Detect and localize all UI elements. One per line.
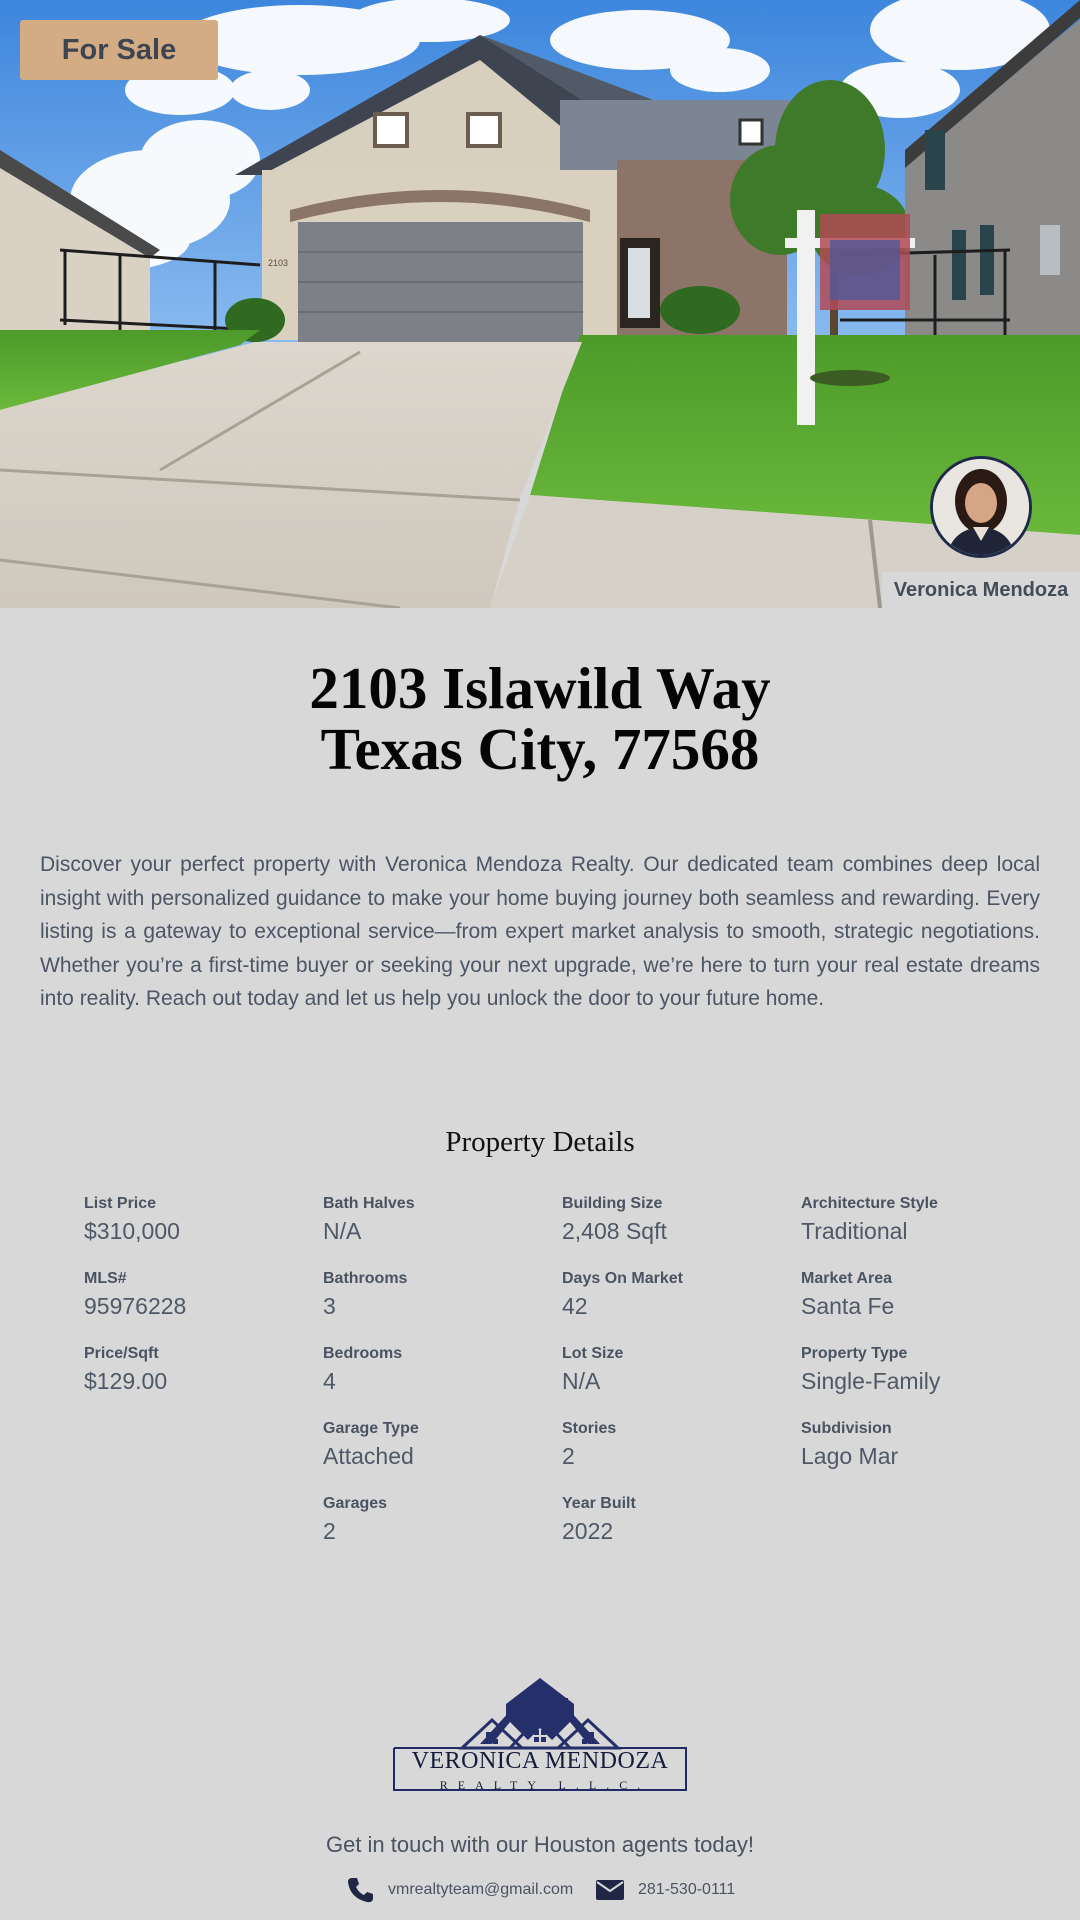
detail-value: N/A: [323, 1218, 362, 1244]
detail-label: Subdivision: [801, 1420, 892, 1437]
contact-phone-text[interactable]: 281-530-0111: [638, 1881, 736, 1898]
detail-label: Market Area: [801, 1270, 893, 1287]
detail-stories: [562, 1419, 801, 1494]
logo-company-name: VERONICA MENDOZA: [411, 1748, 669, 1774]
detail-lot-size: [562, 1344, 801, 1419]
detail-label: Stories: [562, 1420, 617, 1437]
hero-photo: [0, 0, 1080, 608]
detail-value: 95976228: [84, 1293, 187, 1319]
details-column-3: [562, 1194, 801, 1569]
detail-value: 2,408 Sqft: [562, 1218, 667, 1244]
detail-price-per-sqft: [84, 1344, 323, 1419]
detail-value: N/A: [562, 1368, 601, 1394]
house-number-plate: 2103: [268, 258, 289, 268]
address-line-1: 2103 Islawild Way: [309, 655, 771, 721]
detail-value: $310,000: [84, 1218, 180, 1244]
detail-label: Garage Type: [323, 1420, 419, 1437]
detail-label: Architecture Style: [801, 1195, 938, 1212]
logo-company-subtitle: REALTY L.L.C.: [439, 1778, 651, 1792]
detail-value: 3: [323, 1293, 336, 1319]
phone-icon: [346, 1876, 374, 1904]
detail-label: Bath Halves: [323, 1195, 415, 1212]
detail-label: Bedrooms: [323, 1345, 403, 1362]
detail-label: Year Built: [562, 1495, 636, 1512]
property-address: [0, 655, 1080, 782]
detail-label: Garages: [323, 1495, 388, 1512]
contact-email-text[interactable]: vmrealtyteam@gmail.com: [388, 1881, 574, 1898]
detail-label: Building Size: [562, 1195, 663, 1212]
detail-value: Lago Mar: [801, 1443, 899, 1469]
detail-garage-type: [323, 1419, 562, 1494]
detail-value: 2022: [562, 1518, 614, 1544]
agent-avatar: [930, 456, 1032, 558]
detail-property-type: [801, 1344, 1040, 1419]
detail-value: Santa Fe: [801, 1293, 895, 1319]
house-photo: [0, 0, 1080, 608]
detail-garages: [323, 1494, 562, 1569]
detail-subdivision: [801, 1419, 1040, 1494]
detail-label: Bathrooms: [323, 1270, 408, 1287]
detail-label: Lot Size: [562, 1345, 624, 1362]
realty-logo: [392, 1676, 688, 1798]
detail-value: 2: [323, 1518, 336, 1544]
contact-phone[interactable]: [596, 1876, 735, 1904]
detail-value: 2: [562, 1443, 575, 1469]
detail-label: MLS#: [84, 1270, 127, 1287]
detail-label: Days On Market: [562, 1270, 683, 1287]
detail-days-on-market: [562, 1269, 801, 1344]
detail-value: $129.00: [84, 1368, 168, 1394]
detail-label: Property Type: [801, 1345, 908, 1362]
detail-mls: [84, 1269, 323, 1344]
address-line-2: Texas City, 77568: [320, 716, 760, 782]
detail-label: List Price: [84, 1195, 157, 1212]
contact-tagline: Get in touch with our Houston agents today!: [325, 1832, 755, 1857]
detail-value: Traditional: [801, 1218, 908, 1244]
agent-portrait-icon: [933, 459, 1029, 555]
detail-bathrooms: [323, 1269, 562, 1344]
detail-architecture-style: [801, 1194, 1040, 1269]
envelope-icon: [596, 1880, 624, 1900]
property-details-heading: Property Details: [445, 1126, 635, 1158]
detail-list-price: [84, 1194, 323, 1269]
detail-building-size: [562, 1194, 801, 1269]
detail-year-built: [562, 1494, 801, 1569]
detail-value: Single-Family: [801, 1368, 941, 1394]
contact-email[interactable]: [346, 1876, 573, 1904]
details-column-1: [84, 1194, 323, 1569]
detail-value: 42: [562, 1293, 588, 1319]
detail-bath-halves: [323, 1194, 562, 1269]
for-sale-badge: For Sale: [20, 20, 218, 80]
detail-market-area: [801, 1269, 1040, 1344]
detail-value: 4: [323, 1368, 336, 1394]
details-column-2: [323, 1194, 562, 1569]
property-details-grid: [84, 1194, 1044, 1569]
detail-bedrooms: [323, 1344, 562, 1419]
details-column-4: [801, 1194, 1040, 1569]
agent-name-tag: Veronica Mendoza: [882, 572, 1080, 608]
detail-value: Attached: [323, 1443, 414, 1469]
listing-description: Discover your perfect property with Veronica Mendoza Realty. Our dedicated team combines deep local insight with personalized guidance to make your home buying journey both seamless and rewarding. Every listing is a gateway to exceptional service—from expert market analysis to smooth, strategic negotiations. Whether you’re a first-time buyer or seeking your next upgrade, we’re here to turn your real estate dreams into reality. Reach out today and let us help you unlock the door to your future home.: [40, 853, 1040, 1010]
detail-label: Price/Sqft: [84, 1345, 159, 1362]
